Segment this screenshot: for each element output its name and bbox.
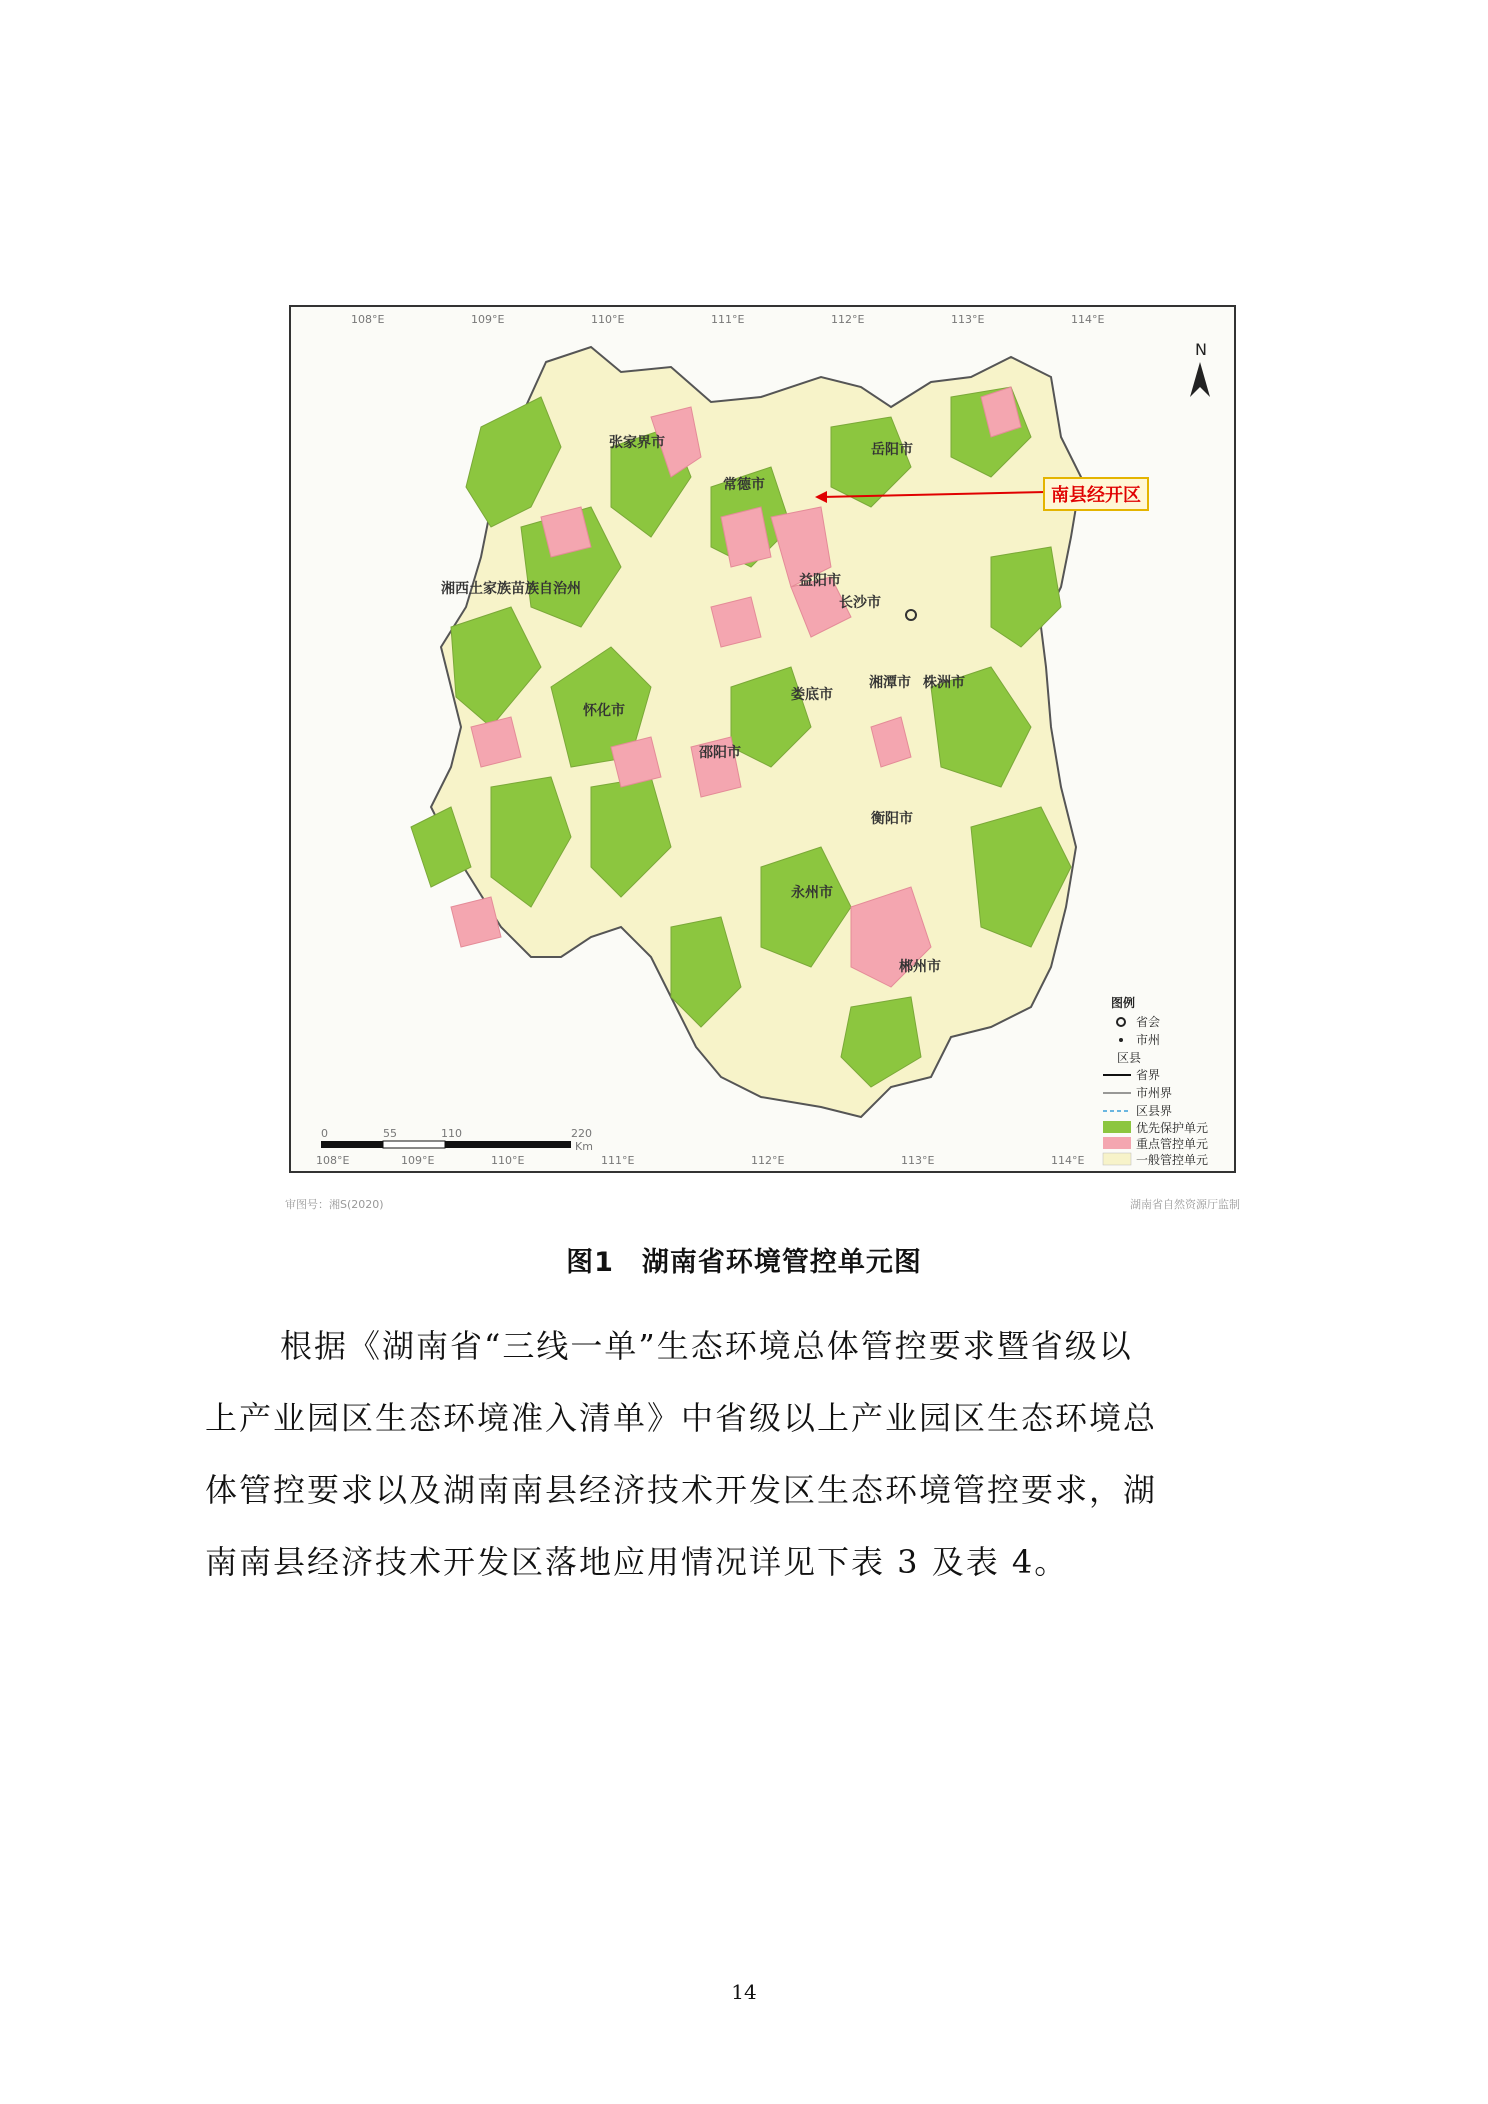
top-tick: 109°E [471, 313, 505, 326]
legend-item: 省会 [1136, 1015, 1161, 1029]
city-label: 郴州市 [899, 959, 941, 975]
map-approval-note: 审图号：湘S(2020) [285, 1198, 384, 1211]
city-label: 株洲市 [923, 675, 965, 691]
bottom-tick: 110°E [491, 1154, 525, 1167]
page-number: 14 [731, 1980, 757, 2004]
legend-item: 一般管控单元 [1136, 1153, 1209, 1167]
scale-unit: Km [575, 1140, 593, 1153]
legend-item: 市州界 [1136, 1086, 1173, 1100]
hunan-map-graphic [291, 307, 1234, 1171]
legend-item: 省界 [1136, 1068, 1161, 1082]
city-label: 张家界市 [609, 435, 665, 451]
bottom-longitude-ticks [316, 1154, 1084, 1167]
paragraph-line: 南南县经济技术开发区落地应用情况详见下表 3 及表 4。 [205, 1543, 1069, 1581]
paragraph-line: 体管控要求以及湖南南县经济技术开发区生态环境管控要求，湖 [205, 1471, 1158, 1509]
scale-bar [321, 1127, 593, 1153]
general-swatch-icon [1103, 1153, 1131, 1165]
figure-caption: 图1 湖南省环境管控单元图 [566, 1247, 922, 1278]
legend-item: 市州 [1136, 1033, 1161, 1047]
city-label: 长沙市 [839, 595, 881, 611]
top-tick: 112°E [831, 313, 865, 326]
priority-swatch-icon [1103, 1121, 1131, 1133]
nanxian-callout-label: 南县经开区 [1043, 477, 1149, 511]
legend-item: 优先保护单元 [1136, 1121, 1209, 1135]
north-arrow-icon [1190, 340, 1210, 397]
legend-item: 区县 [1117, 1051, 1142, 1065]
environmental-control-map [289, 305, 1236, 1173]
bottom-tick: 112°E [751, 1154, 785, 1167]
city-label: 常德市 [723, 477, 765, 493]
bottom-tick: 113°E [901, 1154, 935, 1167]
scale-label: 0 [321, 1127, 328, 1140]
legend-title: 图例 [1111, 996, 1136, 1010]
key-swatch-icon [1103, 1137, 1131, 1149]
paragraph-line: 上产业园区生态环境准入清单》中省级以上产业园区生态环境总 [205, 1399, 1158, 1437]
north-label: N [1195, 340, 1207, 359]
paragraph-line: 根据《湖南省“三线一单”生态环境总体管控要求暨省级以 [280, 1327, 1133, 1365]
city-label: 怀化市 [583, 703, 625, 719]
bottom-tick: 109°E [401, 1154, 435, 1167]
top-tick: 108°E [351, 313, 385, 326]
city-label: 湘潭市 [869, 675, 911, 691]
bottom-tick: 111°E [601, 1154, 635, 1167]
city-label: 岳阳市 [871, 442, 913, 458]
city-label: 衡阳市 [871, 811, 913, 827]
city-label: 永州市 [791, 885, 833, 901]
capital-icon [1117, 1018, 1125, 1026]
map-producer-note: 湖南省自然资源厅监制 [1130, 1198, 1240, 1211]
legend-item: 区县界 [1136, 1104, 1173, 1118]
city-label: 湘西土家族苗族自治州 [441, 581, 581, 597]
body-paragraph [205, 1310, 1295, 1598]
top-tick: 113°E [951, 313, 985, 326]
top-tick: 111°E [711, 313, 745, 326]
scale-label: 110 [441, 1127, 462, 1140]
top-tick: 114°E [1071, 313, 1105, 326]
bottom-tick: 108°E [316, 1154, 350, 1167]
scale-label: 220 [571, 1127, 592, 1140]
map-legend [1103, 995, 1208, 1167]
city-label: 邵阳市 [699, 745, 741, 761]
city-label: 娄底市 [791, 687, 833, 703]
city-label: 益阳市 [799, 573, 841, 589]
legend-item: 重点管控单元 [1136, 1137, 1209, 1151]
scale-label: 55 [383, 1127, 397, 1140]
bottom-tick: 114°E [1051, 1154, 1085, 1167]
top-longitude-ticks [351, 313, 1104, 326]
top-tick: 110°E [591, 313, 625, 326]
city-dot-icon [1119, 1038, 1123, 1042]
